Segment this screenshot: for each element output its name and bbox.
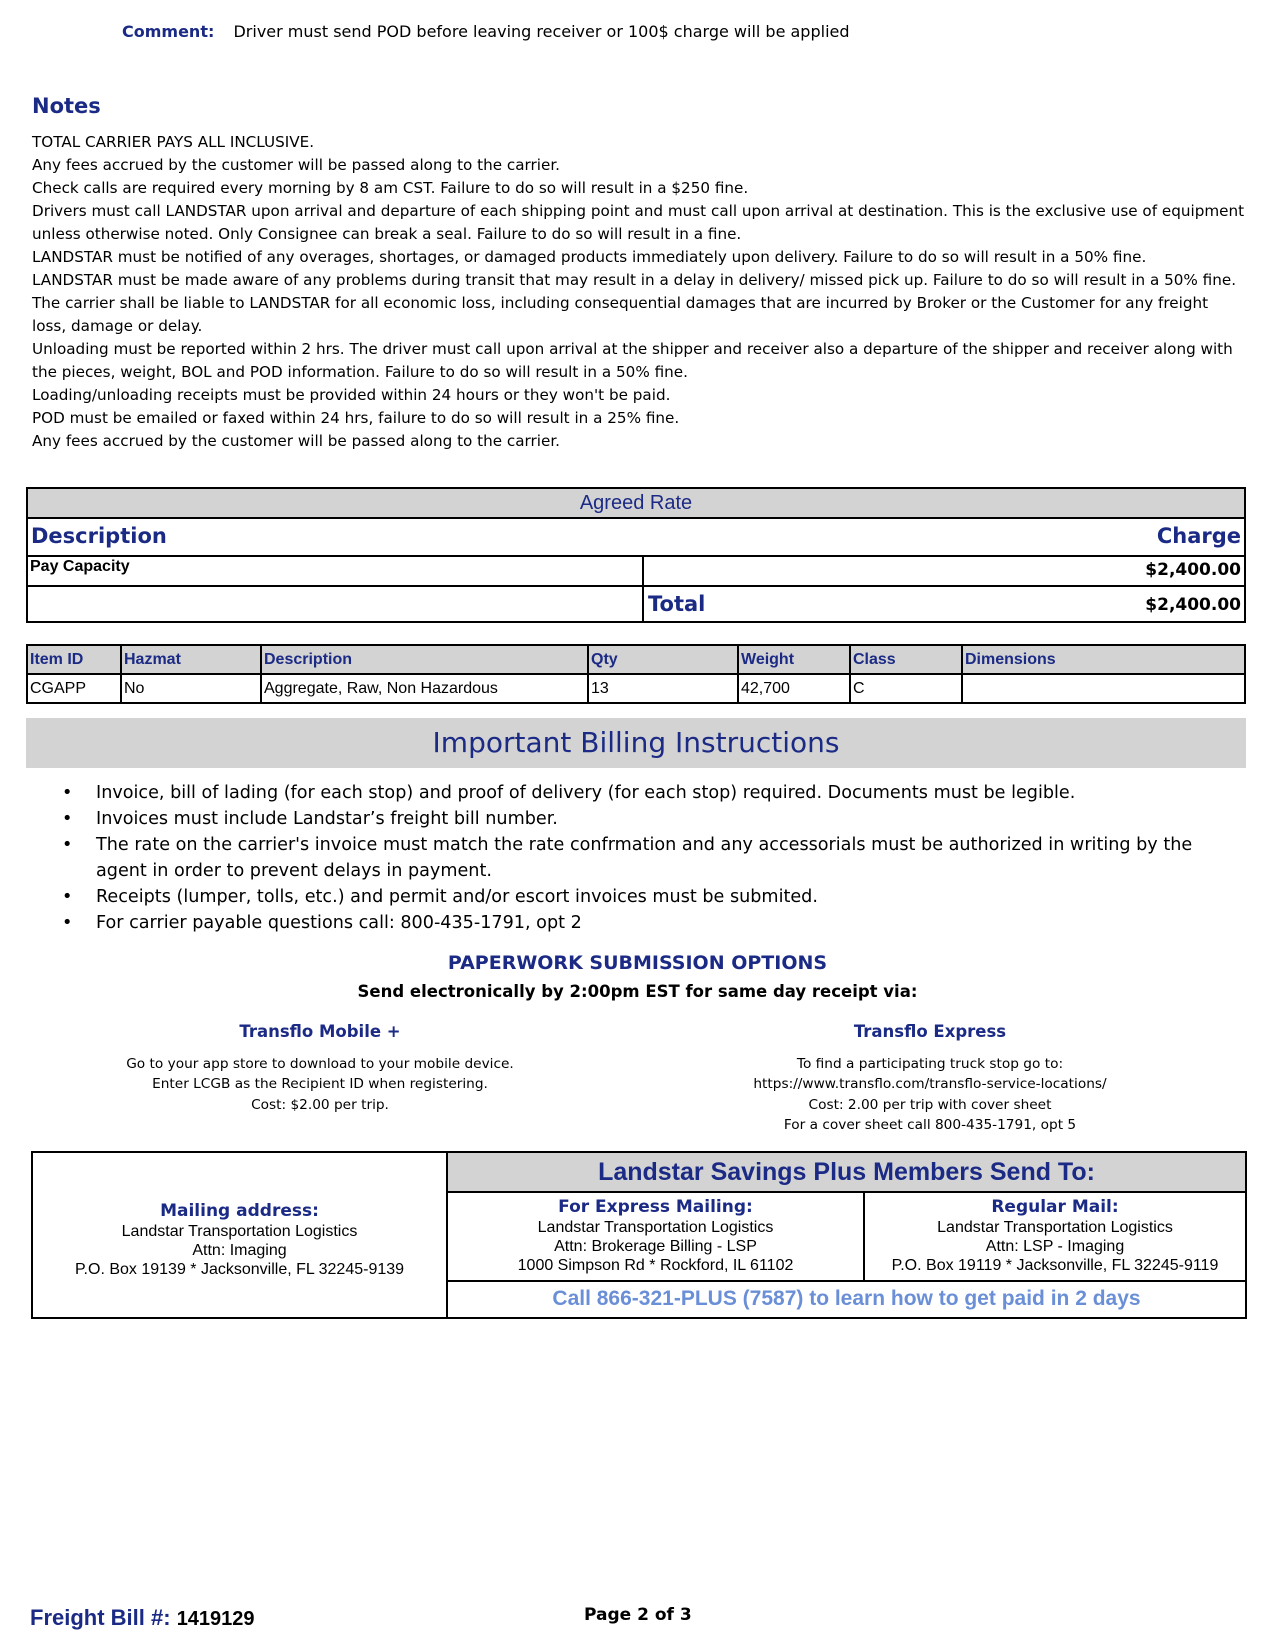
charge-header: Charge bbox=[1156, 524, 1241, 548]
billing-item-text: For carrier payable questions call: 800-435-1791, opt 2 bbox=[96, 913, 582, 933]
regular-mail-cell bbox=[865, 1191, 1245, 1282]
transflo-express-link[interactable]: https://www.transflo.com/transflo-service-locations/ bbox=[753, 1076, 1107, 1092]
regular-mail-line: Attn: LSP - Imaging bbox=[985, 1238, 1125, 1255]
transflo-mobile-heading: Transflo Mobile + bbox=[239, 1022, 401, 1041]
class-cell: C bbox=[850, 674, 962, 703]
regular-mail-line: Landstar Transportation Logistics bbox=[937, 1219, 1173, 1236]
weight-cell: 42,700 bbox=[738, 674, 850, 703]
class-header: Class bbox=[850, 645, 962, 674]
freight-bill-label: Freight Bill #: bbox=[30, 1605, 171, 1630]
billing-item-text: The rate on the carrier's invoice must match the rate confrmation and any accessorials must be authorized in writing by the agent in order to prevent delays in payment. bbox=[96, 835, 1193, 881]
dimensions-cell bbox=[962, 674, 1245, 703]
line-item-amount: $2,400.00 bbox=[1145, 560, 1241, 580]
transflo-express-heading: Transflo Express bbox=[853, 1022, 1007, 1041]
notes-title: Notes bbox=[32, 94, 101, 118]
rate-total-cell bbox=[644, 587, 1244, 621]
express-mailing-cell bbox=[448, 1191, 865, 1282]
bullet-icon: • bbox=[62, 835, 73, 855]
item-id-cell: CGAPP bbox=[27, 674, 121, 703]
notes-line: LANDSTAR must be made aware of any problems during transit that may result in a delay in delivery/ missed pick up. Failure to do so will result in a 50% fine. bbox=[32, 271, 1237, 289]
table-row bbox=[27, 674, 1245, 703]
transflo-express-line: To find a participating truck stop go to: bbox=[796, 1055, 1064, 1072]
notes-line: Drivers must call LANDSTAR upon arrival and departure of each shipping point and must call upon arrival at destination. This is the exclusive use of equipment unless otherwise noted. Only Consignee can break a seal. Failure to do so will result in a fine. bbox=[32, 202, 1245, 243]
rate-header-row bbox=[28, 519, 1244, 557]
dimensions-header: Dimensions bbox=[962, 645, 1245, 674]
freight-bill-number: 1419129 bbox=[176, 1608, 255, 1630]
list-item bbox=[62, 832, 1242, 884]
transflo-mobile-line: Cost: $2.00 per trip. bbox=[251, 1096, 389, 1113]
mailing-address-line: Landstar Transportation Logistics bbox=[121, 1223, 358, 1240]
description-header: Description bbox=[261, 645, 588, 674]
mailing-address-line: Attn: Imaging bbox=[192, 1242, 287, 1259]
items-table bbox=[26, 644, 1246, 704]
notes-line: TOTAL CARRIER PAYS ALL INCLUSIVE. bbox=[32, 133, 315, 151]
savings-box bbox=[31, 1151, 1247, 1319]
comment-row bbox=[122, 22, 850, 41]
list-item bbox=[62, 884, 1242, 910]
savings-title: Landstar Savings Plus Members Send To: bbox=[448, 1153, 1245, 1193]
paperwork-subtitle: Send electronically by 2:00pm EST for same day receipt via: bbox=[357, 982, 918, 1001]
express-mailing-address bbox=[448, 1197, 863, 1275]
item-id-header: Item ID bbox=[27, 645, 121, 674]
total-amount: $2,400.00 bbox=[1145, 595, 1241, 615]
weight-header: Weight bbox=[738, 645, 850, 674]
qty-header: Qty bbox=[588, 645, 738, 674]
transflo-express-line: Cost: 2.00 per trip with cover sheet bbox=[808, 1096, 1052, 1113]
transflo-mobile-line: Enter LCGB as the Recipient ID when registering. bbox=[152, 1076, 488, 1092]
notes-line: Unloading must be reported within 2 hrs. The driver must call upon arrival at the shipper and receiver also a departure of the shipper and receiver along with the pieces, weight, BOL and POD information. Failure to do so will result in a 50% fine. bbox=[32, 340, 1233, 381]
billing-list bbox=[62, 780, 1242, 936]
line-item-description: Pay Capacity bbox=[28, 557, 644, 585]
bullet-icon: • bbox=[62, 809, 73, 829]
page-number: Page 2 of 3 bbox=[584, 1605, 692, 1625]
regular-mail-address bbox=[865, 1197, 1245, 1275]
description-header: Description bbox=[31, 524, 167, 548]
rate-line-row bbox=[28, 557, 1244, 587]
regular-mail-heading: Regular Mail: bbox=[991, 1197, 1119, 1217]
mailing-address bbox=[33, 1201, 446, 1279]
mailing-address-heading: Mailing address: bbox=[160, 1201, 319, 1221]
savings-call-text: Call 866-321-PLUS (7587) to learn how to get paid in 2 days bbox=[552, 1287, 1141, 1310]
express-mailing-line: Landstar Transportation Logistics bbox=[537, 1219, 774, 1236]
billing-item-text: Receipts (lumper, tolls, etc.) and permit and/or escort invoices must be submited. bbox=[96, 887, 818, 907]
notes-line: POD must be emailed or faxed within 24 hrs, failure to do so will result in a 25% fine. bbox=[32, 409, 680, 427]
notes-body bbox=[32, 131, 1247, 453]
agreed-rate-table bbox=[26, 487, 1246, 623]
express-mailing-heading: For Express Mailing: bbox=[558, 1197, 753, 1217]
description-cell: Aggregate, Raw, Non Hazardous bbox=[261, 674, 588, 703]
items-header-row bbox=[27, 645, 1245, 674]
transflo-express-section bbox=[700, 1022, 1160, 1136]
regular-mail-line: P.O. Box 19119 * Jacksonville, FL 32245-9119 bbox=[891, 1257, 1219, 1274]
comment-label: Comment: bbox=[122, 22, 215, 41]
list-item bbox=[62, 910, 1242, 936]
hazmat-cell: No bbox=[121, 674, 261, 703]
mailing-address-line: P.O. Box 19139 * Jacksonville, FL 32245-9139 bbox=[74, 1261, 405, 1278]
bullet-icon: • bbox=[62, 783, 73, 803]
notes-line: The carrier shall be liable to LANDSTAR for all economic loss, including consequential damages that are incurred by Broker or the Customer for any freight loss, damage or delay. bbox=[32, 294, 1209, 335]
transflo-express-line: For a cover sheet call 800-435-1791, opt 5 bbox=[783, 1117, 1077, 1133]
notes-line: LANDSTAR must be notified of any overages, shortages, or damaged products immediately upon delivery. Failure to do so will result in a 50% fine. bbox=[32, 248, 1147, 266]
agreed-rate-title: Agreed Rate bbox=[28, 489, 1244, 519]
qty-cell: 13 bbox=[588, 674, 738, 703]
freight-bill bbox=[30, 1605, 255, 1631]
mailing-address-cell bbox=[33, 1153, 448, 1317]
notes-line: Loading/unloading receipts must be provided within 24 hours or they won't be paid. bbox=[32, 386, 671, 404]
notes-line: Any fees accrued by the customer will be passed along to the carrier. bbox=[32, 432, 561, 450]
transflo-mobile-section bbox=[90, 1022, 550, 1115]
billing-item-text: Invoices must include Landstar’s freight bill number. bbox=[96, 809, 558, 829]
hazmat-header: Hazmat bbox=[121, 645, 261, 674]
bullet-icon: • bbox=[62, 913, 73, 933]
express-mailing-line: Attn: Brokerage Billing - LSP bbox=[554, 1238, 757, 1255]
notes-line: Check calls are required every morning by 8 am CST. Failure to do so will result in a $250 fine. bbox=[32, 179, 749, 197]
billing-title: Important Billing Instructions bbox=[26, 718, 1246, 768]
list-item bbox=[62, 780, 1242, 806]
rate-total-blank bbox=[28, 587, 644, 621]
comment-text: Driver must send POD before leaving receiver or 100$ charge will be applied bbox=[233, 22, 850, 41]
express-mailing-line: 1000 Simpson Rd * Rockford, IL 61102 bbox=[517, 1257, 794, 1274]
bullet-icon: • bbox=[62, 887, 73, 907]
total-label: Total bbox=[648, 592, 706, 616]
paperwork-title: PAPERWORK SUBMISSION OPTIONS bbox=[447, 952, 828, 974]
list-item bbox=[62, 806, 1242, 832]
notes-line: Any fees accrued by the customer will be passed along to the carrier. bbox=[32, 156, 561, 174]
billing-item-text: Invoice, bill of lading (for each stop) and proof of delivery (for each stop) required. Documents must be legible. bbox=[96, 783, 1076, 803]
rate-total-row bbox=[28, 587, 1244, 621]
transflo-mobile-line: Go to your app store to download to your mobile device. bbox=[126, 1055, 514, 1072]
